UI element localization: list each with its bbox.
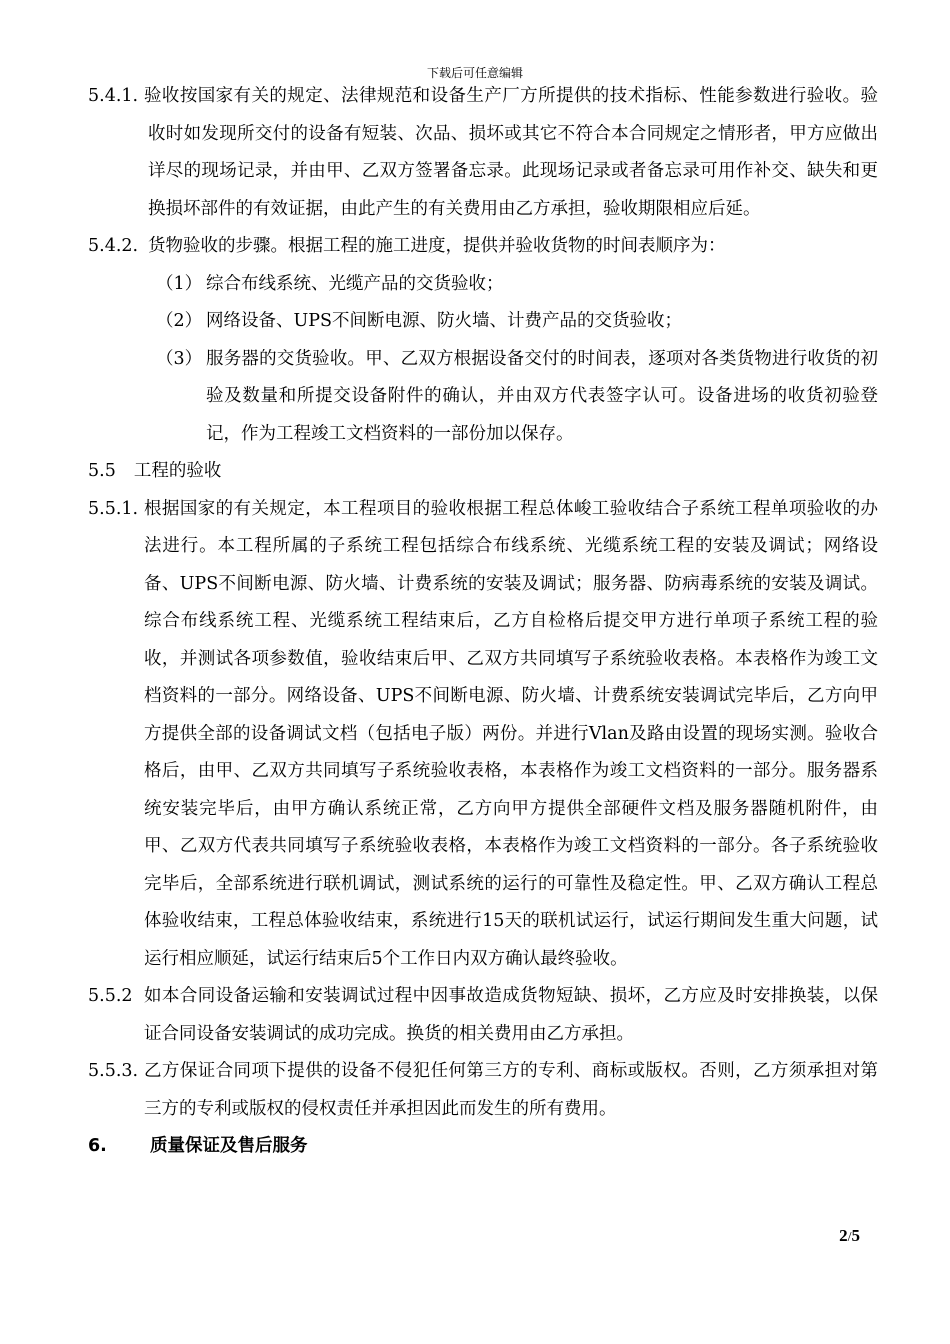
section-number: 6.	[88, 1136, 107, 1156]
clause-5-4-2	[88, 228, 878, 266]
clause-5-4-1	[88, 78, 878, 228]
clause-number: 5.5.1.	[88, 498, 139, 519]
clause-text-content: 验收按国家有关的规定、法律规范和设备生产厂方所提供的技术指标、性能参数进行验收。验收时如发现所交付的设备有短装、次品、损坏或其它不符合本合同规定之情形者，甲方应做出详尽的现场记录，并由甲、乙双方签署备忘录。此现场记录或者备忘录可用作补交、缺失和更换损坏部件的有效证据，由此产生的有关费用由乙方承担，验收期限相应后延。	[144, 86, 878, 219]
section-5-5-heading	[88, 453, 878, 491]
clause-number: 5.4.2.	[88, 236, 139, 256]
clause-text	[88, 78, 878, 228]
clause-number: 5.5.3.	[88, 1061, 139, 1081]
document-body	[88, 78, 878, 1166]
page-total: 5	[851, 1226, 860, 1245]
clause-5-5-1	[88, 491, 878, 979]
clause-text: 货物验收的步骤。根据工程的施工进度，提供并验收货物的时间表顺序为：	[148, 236, 726, 256]
clause-text: 如本合同设备运输和安装调试过程中因事故造成货物短缺、损坏，乙方应及时安排换装，以保证合同设备安装调试的成功完成。换货的相关费用由乙方承担。	[144, 986, 878, 1044]
header-note: 下载后可任意编辑	[426, 66, 523, 80]
page-number	[839, 1226, 860, 1246]
clause-number: 5.4.1.	[88, 86, 139, 106]
list-item-1	[88, 266, 878, 304]
section-title: 质量保证及售后服务	[150, 1136, 308, 1156]
page-separator: /	[847, 1230, 852, 1245]
clause-5-5-3	[88, 1053, 878, 1128]
item-number: （2）	[156, 311, 203, 331]
clause-5-5-2	[88, 978, 878, 1053]
clause-text: 乙方保证合同项下提供的设备不侵犯任何第三方的专利、商标或版权。否则，乙方须承担对第三方的专利或版权的侵权责任并承担因此而发生的所有费用。	[144, 1061, 878, 1119]
section-number: 5.5	[88, 461, 116, 481]
page-current: 2	[839, 1226, 848, 1245]
section-6-heading	[88, 1128, 878, 1166]
section-title: 工程的验收	[133, 461, 222, 481]
list-item-2	[88, 303, 878, 341]
clause-number: 5.5.2	[88, 986, 133, 1006]
item-text: 网络设备、UPS不间断电源、防火墙、计费产品的交货验收；	[206, 311, 683, 331]
item-number: （1）	[156, 273, 203, 294]
list-item-3	[88, 341, 878, 454]
item-number: （3）	[156, 348, 203, 369]
clause-text: 根据国家的有关规定，本工程项目的验收根据工程总体峻工验收结合子系统工程单项验收的办法进行。本工程所属的子系统工程包括综合布线系统、光缆系统工程的安装及调试；网络设备、UPS不间断电源、防火墙、计费系统的安装及调试；服务器、防病毒系统的安装及调试。综合布线系统工程、光缆系统工程结束后，乙方自检格后提交甲方进行单项子系统工程的验收，并测试各项参数值，验收结束后甲、乙双方共同填写子系统验收表格。本表格作为竣工文档资料的一部分。网络设备、UPS不间断电源、防火墙、计费系统安装调试完毕后，乙方向甲方提供全部的设备调试文档（包括电子版）两份。并进行Vlan及路由设置的现场实测。验收合格后，由甲、乙双方共同填写子系统验收表格，本表格作为竣工文档资料的一部分。服务器系统安装完毕后，由甲方确认系统正常，乙方向甲方提供全部硬件文档及服务器随机附件，由甲、乙双方代表共同填写子系统验收表格，本表格作为竣工文档资料的一部分。各子系统验收完毕后，全部系统进行联机调试，测试系统的运行的可靠性及稳定性。甲、乙双方确认工程总体验收结束，工程总体验收结束，系统进行15天的联机试运行，试运行期间发生重大问题，试运行相应顺延，试运行结束后5个工作日内双方确认最终验收。	[144, 498, 878, 969]
item-text: 服务器的交货验收。甲、乙双方根据设备交付的时间表，逐项对各类货物进行收货的初验及数量和所提交设备附件的确认，并由双方代表签字认可。设备进场的收货初验登记，作为工程竣工文档资料的一部份加以保存。	[206, 348, 878, 444]
item-text: 综合布线系统、光缆产品的交货验收；	[206, 273, 504, 294]
